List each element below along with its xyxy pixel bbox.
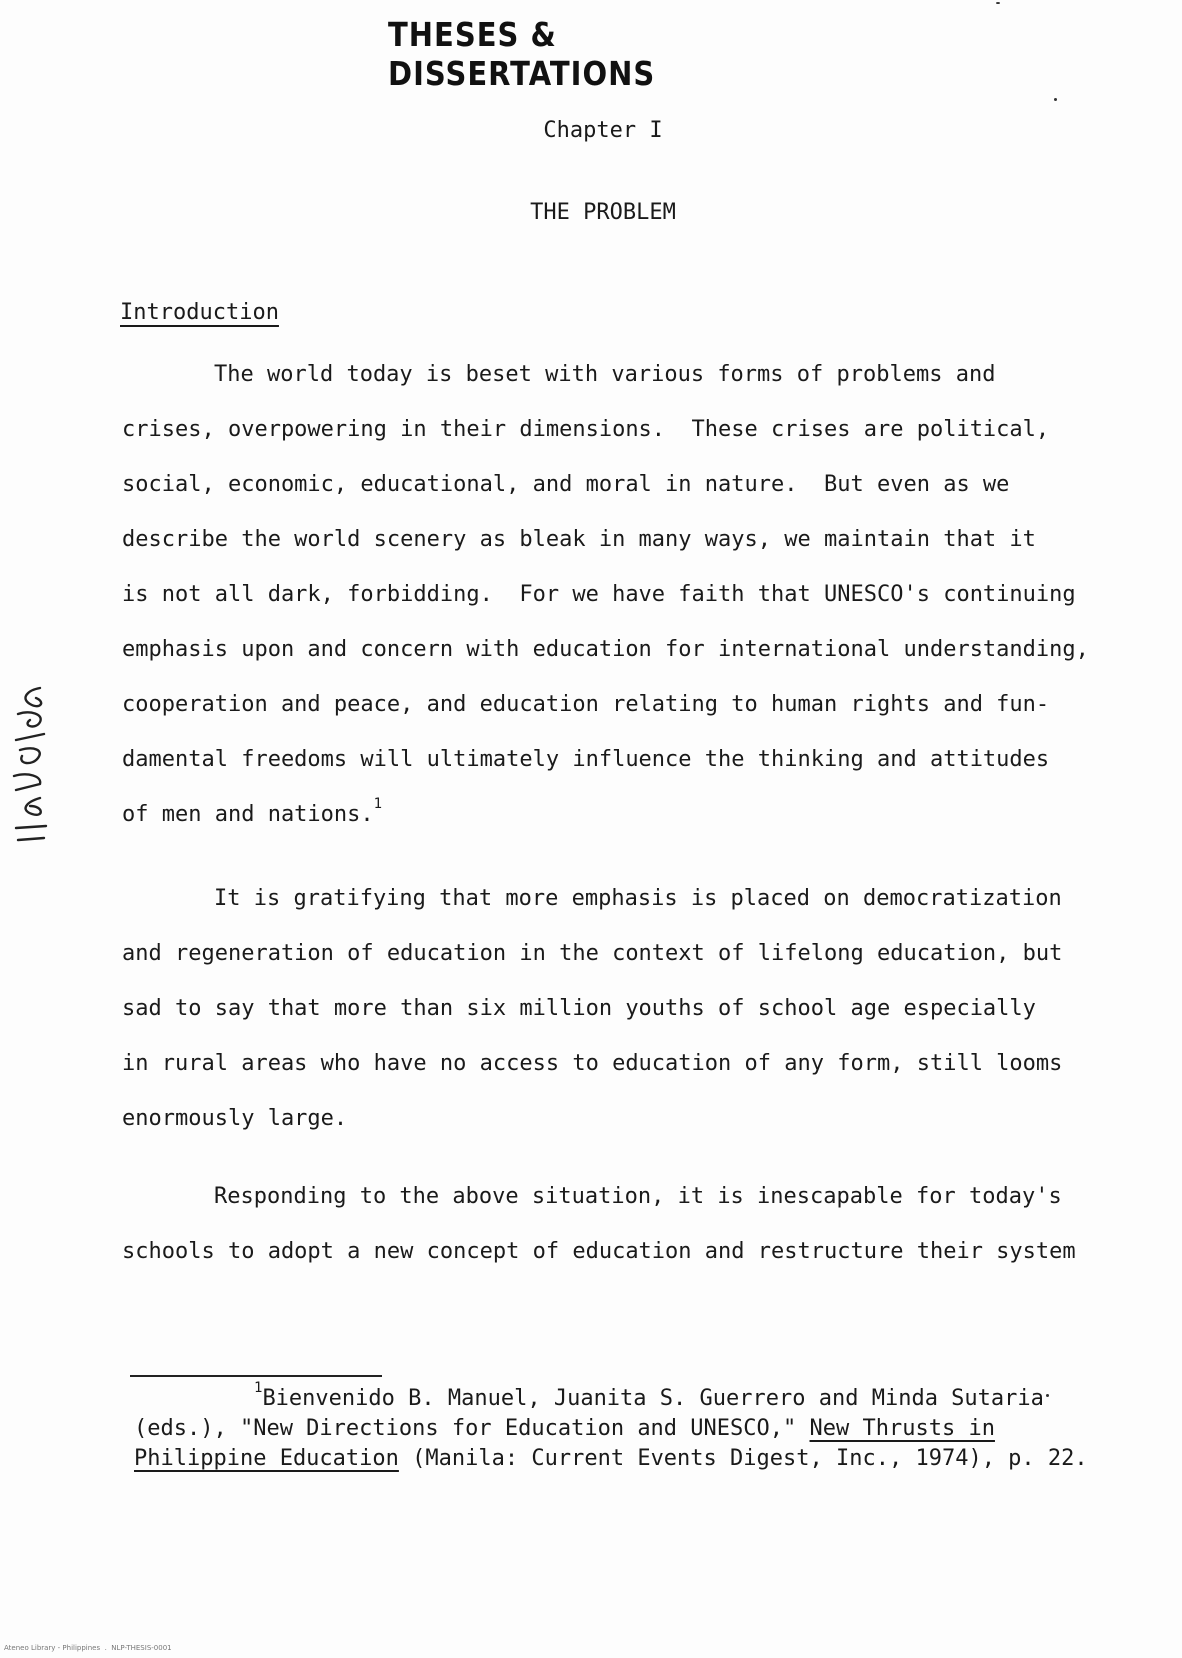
footnote-line-3	[134, 1446, 1144, 1476]
paragraph-line: in rural areas who have no access to education of any form, still looms	[122, 1051, 1063, 1076]
paragraph-line: schools to adopt a new concept of education and restructure their system	[122, 1239, 1076, 1264]
footnote-book-title: New Thrusts in	[809, 1416, 995, 1441]
paragraph-3	[122, 1184, 1122, 1294]
chapter-title: THE PROBLEM	[530, 200, 676, 225]
footnote-line-2	[134, 1416, 1144, 1446]
footnote-book-title: Philippine Education	[134, 1446, 399, 1471]
paragraph-line: and regeneration of education in the context of lifelong education, but	[122, 941, 1063, 966]
theses-dissertations-stamp: THESES & DISSERTATIONS	[388, 14, 656, 94]
handwritten-margin-note	[0, 680, 60, 860]
paragraph-line-last	[122, 796, 1122, 857]
footnote-text: Bienvenido B. Manuel, Juanita S. Guerrero and Minda Sutaria	[262, 1386, 1044, 1411]
paragraph-2	[122, 886, 1122, 1161]
paragraph-line: The world today is beset with various forms of problems and	[214, 362, 996, 387]
paragraph-1	[122, 362, 1122, 857]
paragraph-line: is not all dark, forbidding. For we have faith that UNESCO's continuing	[122, 582, 1076, 607]
scan-speck	[1054, 98, 1057, 101]
paragraph-line: cooperation and peace, and education relating to human rights and fun-	[122, 692, 1050, 717]
paragraph-line: social, economic, educational, and moral in nature. But even as we	[122, 472, 1010, 497]
footnote-text: (Manila: Current Events Digest, Inc., 1974), p. 22.	[398, 1446, 1088, 1471]
paragraph-line-text: of men and nations.	[122, 802, 374, 827]
paragraph-line: damental freedoms will ultimately influence the thinking and attitudes	[122, 747, 1050, 772]
footnote-reference: 1	[373, 796, 383, 812]
section-heading: Introduction	[120, 300, 279, 325]
paragraph-line: sad to say that more than six million youths of school age especially	[122, 996, 1036, 1021]
paragraph-line: describe the world scenery as bleak in many ways, we maintain that it	[122, 527, 1036, 552]
scan-speck	[1046, 1394, 1049, 1397]
chapter-number: Chapter I	[543, 118, 663, 143]
footnote-marker: 1	[254, 1380, 263, 1396]
footnote-line-1	[134, 1380, 1144, 1416]
paragraph-line: enormously large.	[122, 1106, 348, 1131]
footnote-divider	[130, 1375, 382, 1377]
scan-footer-text: Ateneo Library - Philippines . NLP-THESIS-0001	[4, 1644, 172, 1652]
footnote-text: (eds.), "New Directions for Education and UNESCO,"	[134, 1416, 810, 1441]
paragraph-line: Responding to the above situation, it is inescapable for today's	[214, 1184, 1062, 1209]
paragraph-line: crises, overpowering in their dimensions. These crises are political,	[122, 417, 1050, 442]
scan-speck	[996, 2, 1000, 4]
paragraph-line: It is gratifying that more emphasis is placed on democratization	[214, 886, 1062, 911]
footnote	[134, 1380, 1144, 1476]
paragraph-line: emphasis upon and concern with education for international understanding,	[122, 637, 1089, 662]
